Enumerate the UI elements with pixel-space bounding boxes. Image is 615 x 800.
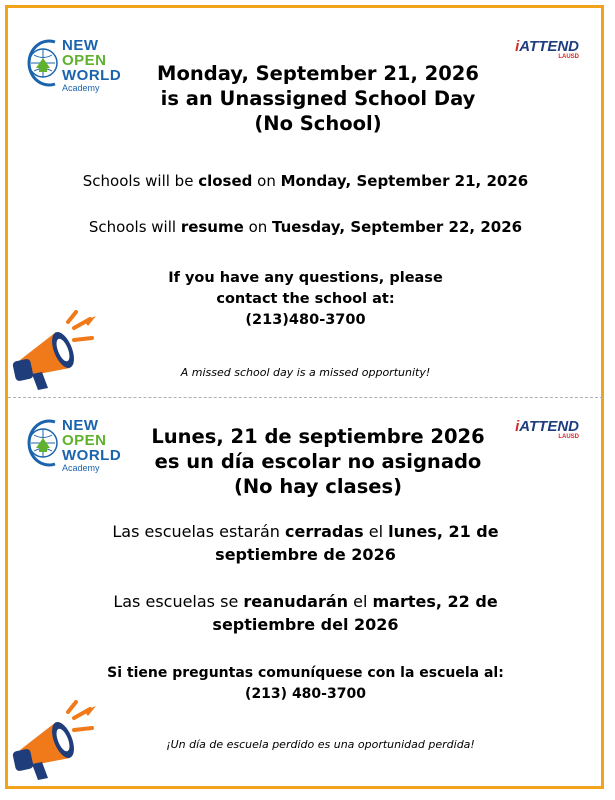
resume-date: Tuesday, September 22, 2026 bbox=[272, 218, 523, 236]
english-section bbox=[8, 8, 603, 397]
contact-line-1: If you have any questions, please bbox=[168, 270, 443, 286]
closed-date-1: lunes, 21 de bbox=[388, 522, 499, 541]
english-title bbox=[128, 61, 508, 136]
resume-date-1: martes, 22 de bbox=[372, 592, 498, 611]
title-line-1: Lunes, 21 de septiembre 2026 bbox=[151, 425, 485, 448]
resume-pre: Las escuelas se bbox=[113, 592, 244, 611]
resume-pre: Schools will bbox=[88, 218, 181, 236]
closed-mid: el bbox=[363, 522, 389, 541]
title-line-3: (No School) bbox=[254, 112, 382, 135]
logo-new: NEW bbox=[62, 417, 99, 434]
iattend-i: i bbox=[515, 418, 520, 435]
contact-line-1: Si tiene preguntas comuníquese con la escuela al: bbox=[107, 665, 504, 681]
closed-date: Monday, September 21, 2026 bbox=[280, 172, 529, 190]
logo-academy: Academy bbox=[62, 83, 100, 93]
phone-number: (213)480-3700 bbox=[245, 312, 366, 328]
iattend-i: i bbox=[515, 38, 520, 55]
iattend-logo bbox=[515, 38, 579, 60]
resume-line-es bbox=[8, 590, 603, 636]
motto-es: ¡Un día de escuela perdido es una oportunidad perdida! bbox=[166, 738, 475, 751]
resume-word: resume bbox=[180, 218, 244, 236]
logo-open: OPEN bbox=[62, 432, 107, 449]
logo-academy: Academy bbox=[62, 463, 100, 473]
resume-mid: el bbox=[348, 592, 373, 611]
iattend-word: ATTEND bbox=[519, 38, 579, 55]
closed-word: closed bbox=[198, 172, 253, 190]
title-line-3: (No hay clases) bbox=[233, 475, 403, 498]
phone-number: (213) 480-3700 bbox=[245, 686, 366, 702]
school-logo bbox=[25, 38, 121, 94]
logo-open: OPEN bbox=[62, 52, 107, 69]
closed-pre: Las escuelas estarán bbox=[112, 522, 286, 541]
contact-line-2: contact the school at: bbox=[216, 291, 395, 307]
resume-mid: on bbox=[243, 218, 273, 236]
motto: A missed school day is a missed opportunity! bbox=[180, 366, 431, 379]
spanish-section bbox=[8, 398, 603, 786]
spanish-title bbox=[118, 424, 518, 499]
resume-word: reanudarán bbox=[243, 592, 349, 611]
closed-word: cerradas bbox=[285, 522, 364, 541]
title-line-1: Monday, September 21, 2026 bbox=[157, 62, 479, 85]
closed-date-2: septiembre de 2026 bbox=[215, 545, 396, 564]
closed-mid: on bbox=[252, 172, 281, 190]
closed-pre: Schools will be bbox=[82, 172, 199, 190]
closed-line bbox=[8, 172, 603, 190]
iattend-word: ATTEND bbox=[519, 418, 579, 435]
school-logo-es bbox=[25, 418, 121, 474]
title-line-2: is an Unassigned School Day bbox=[160, 87, 476, 110]
iattend-lausd: LAUSD bbox=[558, 54, 579, 60]
contact-block-es bbox=[8, 663, 603, 705]
logo-new: NEW bbox=[62, 37, 99, 54]
closed-line-es bbox=[8, 520, 603, 566]
globe-icon bbox=[25, 418, 59, 468]
logo-world: WORLD bbox=[62, 447, 122, 464]
megaphone-icon bbox=[10, 310, 102, 396]
iattend-lausd: LAUSD bbox=[558, 434, 579, 440]
resume-line bbox=[8, 218, 603, 236]
logo-world: WORLD bbox=[62, 67, 122, 84]
globe-icon bbox=[25, 38, 59, 88]
resume-date-2: septiembre del 2026 bbox=[212, 615, 399, 634]
title-line-2: es un día escolar no asignado bbox=[154, 450, 482, 473]
iattend-logo-es bbox=[515, 418, 579, 440]
